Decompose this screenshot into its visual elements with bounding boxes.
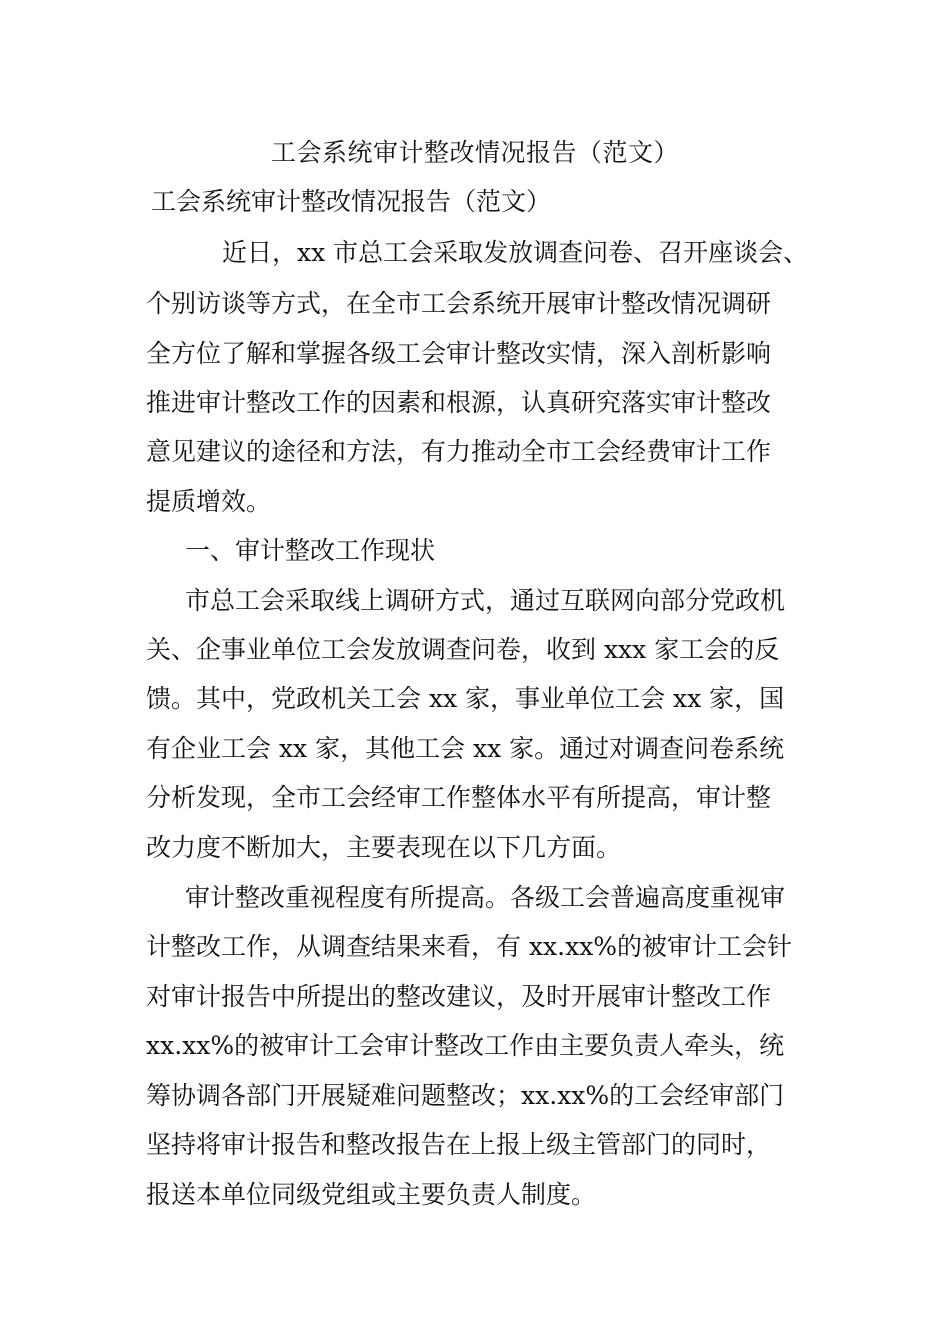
paragraph-1-line-4: 推进审计整改工作的因素和根源，认真研究落实审计整改 [146, 388, 772, 417]
paragraph-1-line-2: 个别访谈等方式，在全市工会系统开展审计整改情况调研 [146, 289, 772, 318]
paragraph-3-line-2: 计整改工作，从调查结果来看，有 xx.xx%的被审计工会针 [146, 932, 793, 961]
paragraph-2-line-4: 有企业工会 xx 家，其他工会 xx 家。通过对调查问卷系统 [146, 734, 785, 763]
paragraph-2-line-3: 馈。其中，党政机关工会 xx 家，事业单位工会 xx 家，国 [146, 684, 785, 713]
paragraph-3-line-6: 坚持将审计报告和整改报告在上报上级主管部门的同时， [146, 1130, 772, 1159]
paragraph-2-line-5: 分析发现，全市工会经审工作整体水平有所提高，审计整 [146, 783, 772, 812]
paragraph-2-line-6: 改力度不断加大，主要表现在以下几方面。 [146, 833, 622, 862]
paragraph-1-line-6: 提质增效。 [146, 487, 272, 516]
paragraph-3-line-3: 对审计报告中所提出的整改建议，及时开展审计整改工作 [146, 982, 772, 1011]
paragraph-3-line-7: 报送本单位同级党组或主要负责人制度。 [146, 1180, 597, 1209]
paragraph-2-line-2: 关、企事业单位工会发放调查问卷，收到 xxx 家工会的反 [146, 635, 780, 664]
paragraph-1-line-1: 近日，xx 市总工会采取发放调查问卷、召开座谈会、 [222, 238, 809, 267]
section-heading: 一、审计整改工作现状 [185, 536, 436, 565]
paragraph-1-line-5: 意见建议的途径和方法，有力推动全市工会经费审计工作 [146, 437, 772, 466]
paragraph-1-line-3: 全方位了解和掌握各级工会审计整改实情，深入剖析影响 [146, 339, 772, 368]
document-subtitle: 工会系统审计整改情况报告（范文） [151, 187, 552, 216]
paragraph-3-line-1: 审计整改重视程度有所提高。各级工会普遍高度重视审 [185, 883, 786, 912]
paragraph-2-line-1: 市总工会采取线上调研方式，通过互联网向部分党政机 [185, 586, 786, 615]
paragraph-3-line-4: xx.xx%的被审计工会审计整改工作由主要负责人牵头，统 [146, 1031, 785, 1060]
paragraph-3-line-5: 筹协调各部门开展疑难问题整改；xx.xx%的工会经审部门 [146, 1081, 785, 1110]
document-title: 工会系统审计整改情况报告（范文） [270, 138, 679, 167]
